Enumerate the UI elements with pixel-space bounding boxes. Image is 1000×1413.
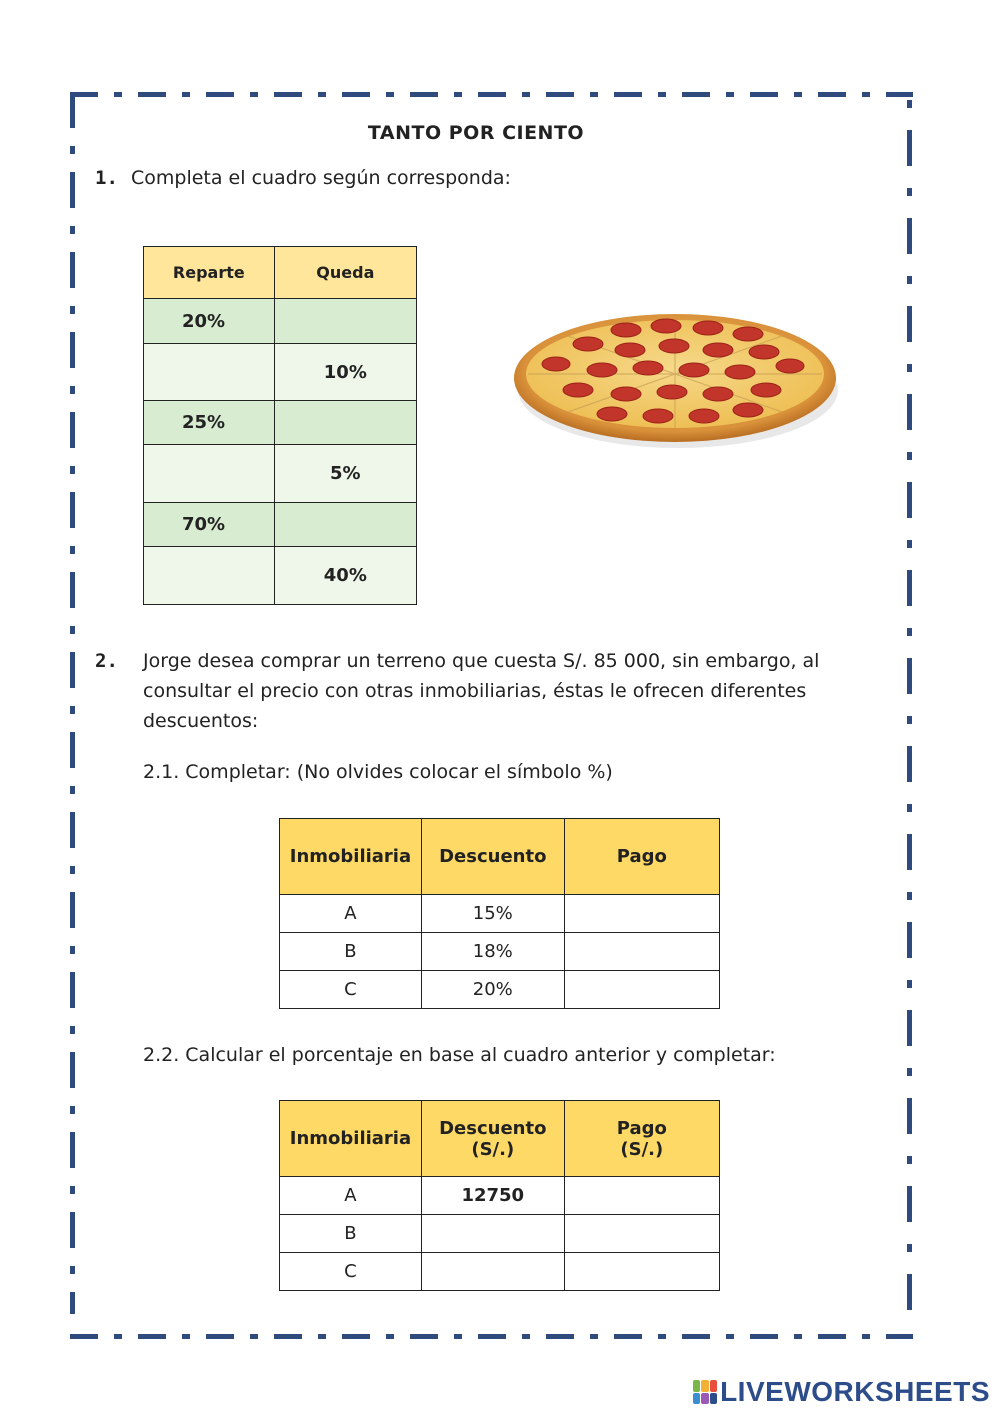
cell-pago-soles-a[interactable] (564, 1177, 719, 1215)
cell-descuento-soles-a[interactable]: 12750 (421, 1177, 564, 1215)
cell-inmobiliaria-c: C (280, 971, 422, 1009)
cell-pago-soles-b[interactable] (564, 1215, 719, 1253)
cell-pago-b[interactable] (564, 933, 719, 971)
cell-pago-soles-c[interactable] (564, 1253, 719, 1291)
pizza-icon (508, 306, 848, 456)
cell-queda-6[interactable]: 40% (274, 547, 416, 605)
cell-queda-4[interactable]: 5% (274, 445, 416, 503)
cell-reparte-2[interactable] (144, 344, 275, 401)
header-descuento: Descuento (421, 819, 564, 895)
cell-reparte-5[interactable]: 70% (144, 503, 275, 547)
descuento-percent-table (279, 818, 720, 1009)
cell-queda-1[interactable] (274, 299, 416, 344)
question-2-line-1: Jorge desea comprar un terreno que cuesta S/. 85 000, sin embargo, al (143, 650, 820, 672)
header-pago: Pago (564, 819, 719, 895)
question-2-number: 2. (95, 650, 118, 672)
cell-queda-3[interactable] (274, 401, 416, 445)
cell-reparte-1[interactable]: 20% (144, 299, 275, 344)
descuento-soles-table (279, 1100, 720, 1291)
cell-reparte-6[interactable] (144, 547, 275, 605)
subquestion-2-2-text: 2.2. Calcular el porcentaje en base al cuadro anterior y completar: (143, 1044, 776, 1066)
cell-inmobiliaria-b: B (280, 1215, 422, 1253)
header-pago-soles (564, 1101, 719, 1177)
header-pago-label: Pago (616, 1117, 667, 1139)
header-reparte: Reparte (144, 247, 275, 299)
header-inmobiliaria: Inmobiliaria (280, 819, 422, 895)
subquestion-2-1-text: 2.1. Completar: (No olvides colocar el símbolo %) (143, 761, 613, 783)
frame-border-right (907, 100, 912, 1314)
page-title: TANTO POR CIENTO (367, 122, 585, 144)
cell-inmobiliaria-a: A (280, 1177, 422, 1215)
question-2-line-2: consultar el precio con otras inmobiliarias, éstas le ofrecen diferentes (143, 680, 807, 702)
cell-pago-c[interactable] (564, 971, 719, 1009)
liveworksheets-logo (693, 1376, 990, 1408)
header-descuento-soles (421, 1101, 564, 1177)
liveworksheets-brand-text: LIVEWORKSHEETS (720, 1376, 990, 1407)
cell-reparte-3[interactable]: 25% (144, 401, 275, 445)
cell-pago-a[interactable] (564, 895, 719, 933)
cell-inmobiliaria-a: A (280, 895, 422, 933)
cell-descuento-soles-c[interactable] (421, 1253, 564, 1291)
frame-border-bottom (70, 1334, 913, 1339)
frame-border-top (70, 92, 913, 97)
cell-descuento-b: 18% (421, 933, 564, 971)
cell-reparte-4[interactable] (144, 445, 275, 503)
cell-inmobiliaria-c: C (280, 1253, 422, 1291)
cell-queda-5[interactable] (274, 503, 416, 547)
header-queda: Queda (274, 247, 416, 299)
header-descuento-label: Descuento (439, 1117, 547, 1139)
liveworksheets-logo-icon (693, 1380, 717, 1404)
cell-descuento-c: 20% (421, 971, 564, 1009)
cell-descuento-a: 15% (421, 895, 564, 933)
cell-descuento-soles-b[interactable] (421, 1215, 564, 1253)
header-descuento-unit: (S/.) (471, 1138, 515, 1160)
header-inmobiliaria: Inmobiliaria (280, 1101, 422, 1177)
question-1-text: Completa el cuadro según corresponda: (131, 167, 511, 189)
question-1-number: 1. (95, 167, 118, 189)
header-pago-unit: (S/.) (620, 1138, 664, 1160)
frame-border-left (70, 92, 75, 1314)
cell-queda-2[interactable]: 10% (274, 344, 416, 401)
question-2-line-3: descuentos: (143, 710, 259, 732)
reparte-queda-table (143, 246, 417, 605)
cell-inmobiliaria-b: B (280, 933, 422, 971)
